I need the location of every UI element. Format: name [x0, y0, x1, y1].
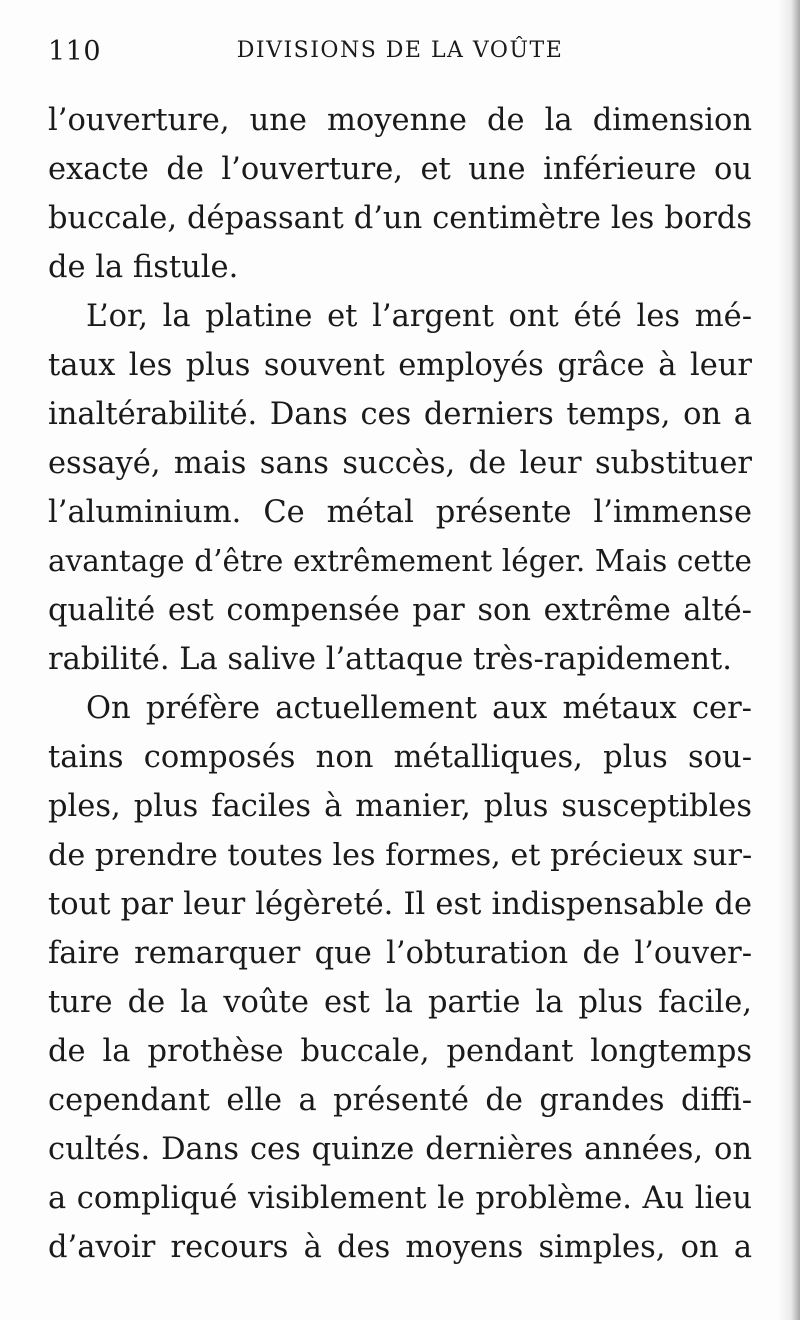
page-header: [48, 36, 752, 76]
page-number: 110: [48, 36, 102, 67]
text-line: de prendre toutes les formes, et précieux sur-: [48, 838, 753, 873]
text-line: l’aluminium. Ce métal présente l’immense: [48, 495, 752, 530]
text-line: L’or, la platine et l’argent ont été les mé-: [86, 299, 752, 334]
running-head: DIVISIONS DE LA VOÛTE: [236, 38, 564, 63]
text-line: tout par leur légèreté. Il est indispensable de: [48, 887, 752, 922]
text-line: inaltérabilité. Dans ces derniers temps, on a: [48, 397, 752, 432]
page-edge-shadow: [778, 0, 800, 1320]
text-line: rabilité. La salive l’attaque très-rapidement.: [48, 642, 732, 677]
text-line: On préfère actuellement aux métaux cer-: [86, 691, 752, 726]
body-text: [48, 96, 752, 1272]
text-line: d’avoir recours à des moyens simples, on a: [48, 1230, 752, 1265]
text-line: taux les plus souvent employés grâce à leur: [48, 348, 752, 383]
text-line: l’ouverture, une moyenne de la dimension: [48, 103, 752, 138]
text-line: ples, plus faciles à manier, plus susceptibles: [48, 789, 752, 824]
text-line: exacte de l’ouverture, et une inférieure ou: [48, 152, 752, 187]
text-line: de la prothèse buccale, pendant longtemps: [48, 1034, 752, 1069]
text-line: cependant elle a présenté de grandes diffi-: [48, 1083, 752, 1118]
text-line: faire remarquer que l’obturation de l’ouver-: [48, 936, 752, 971]
text-line: qualité est compensée par son extrême alté-: [48, 593, 752, 628]
text-line: avantage d’être extrêmement léger. Mais cette: [48, 544, 752, 578]
text-line: ture de la voûte est la partie la plus facile,: [48, 985, 752, 1020]
text-line: essayé, mais sans succès, de leur substituer: [48, 446, 752, 481]
text-line: cultés. Dans ces quinze dernières années, on: [48, 1132, 752, 1167]
text-line: buccale, dépassant d’un centimètre les bords: [48, 201, 752, 236]
text-line: de la fistule.: [48, 250, 239, 285]
text-line: tains composés non métalliques, plus sou-: [48, 740, 752, 775]
text-line: a compliqué visiblement le problème. Au lieu: [48, 1181, 752, 1216]
